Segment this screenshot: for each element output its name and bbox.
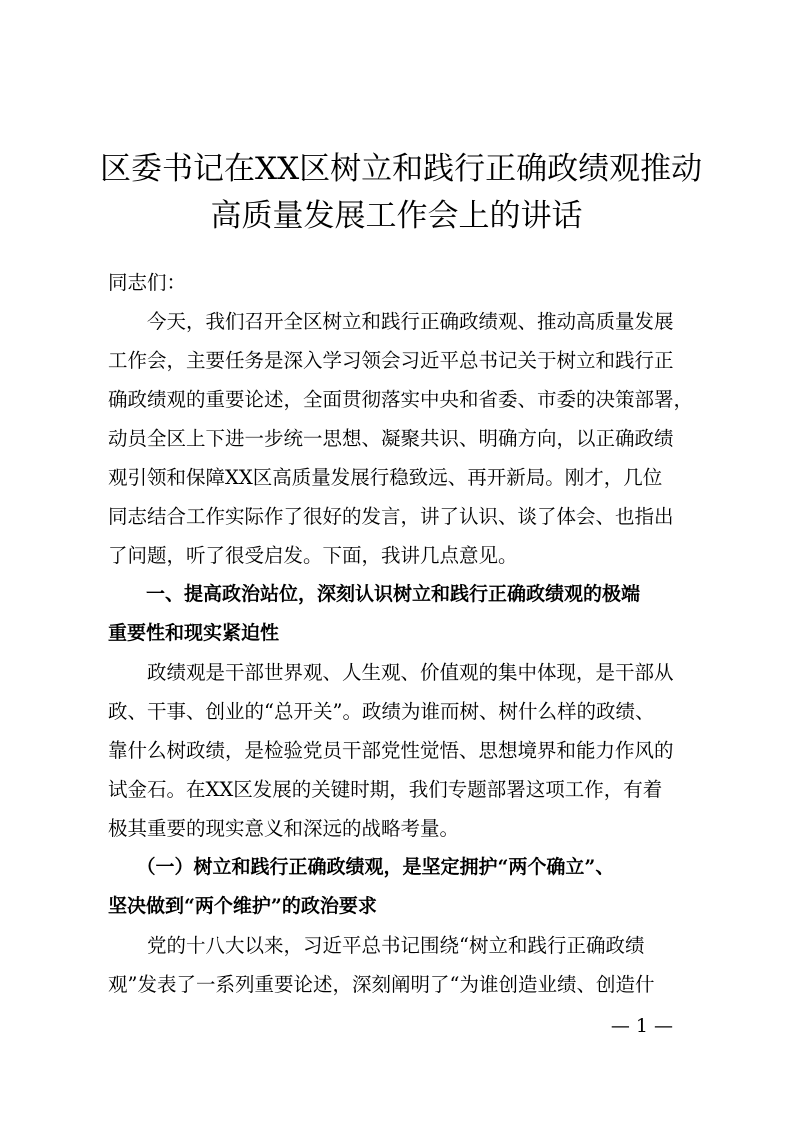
document-title-line-2: 高质量发展工作会上的讲话 xyxy=(210,198,583,234)
paragraph-line: 试金石。在XX区发展的关键时期，我们专题部署这项工作，有着 xyxy=(108,778,663,801)
subsection-heading-1: （一）树立和践行正确政绩观，是坚定拥护“两个确立”、 xyxy=(108,856,615,878)
paragraph-line: 确政绩观的重要论述，全面贯彻落实中央和省委、市委的决策部署， xyxy=(108,388,694,411)
section-heading-1: 一、提高政治站位，深刻认识树立和践行正确政绩观的极端 xyxy=(108,583,641,605)
paragraph-line: 同志结合工作实际作了很好的发言，讲了认识、谈了体会、也指出 xyxy=(108,505,674,528)
paragraph-line: 政绩观是干部世界观、人生观、价值观的集中体现，是干部从 xyxy=(108,661,674,684)
paragraph-line: 了问题，听了很受启发。下面，我讲几点意见。 xyxy=(108,544,518,567)
paragraph-line: 极其重要的现实意义和深远的战略考量。 xyxy=(108,817,460,840)
subsection-heading-1-cont: 坚决做到“两个维护”的政治要求 xyxy=(108,895,377,917)
section-heading-1-cont: 重要性和现实紧迫性 xyxy=(108,622,280,644)
document-title-line-1: 区委书记在XX区树立和践行正确政绩观推动 xyxy=(100,151,703,187)
page-number: — 1 — xyxy=(610,1015,673,1037)
salutation: 同志们： xyxy=(108,271,187,294)
paragraph-line: 工作会，主要任务是深入学习领会习近平总书记关于树立和践行正 xyxy=(108,349,674,372)
paragraph-line: 今天，我们召开全区树立和践行正确政绩观、推动高质量发展 xyxy=(108,310,674,333)
paragraph-line: 党的十八大以来，习近平总书记围绕“树立和践行正确政绩 xyxy=(108,934,645,957)
paragraph-line: 动员全区上下进一步统一思想、凝聚共识、明确方向，以正确政绩 xyxy=(108,427,674,450)
paragraph-line: 观”发表了一系列重要论述，深刻阐明了“为谁创造业绩、创造什 xyxy=(108,973,655,996)
paragraph-line: 观引领和保障XX区高质量发展行稳致远、再开新局。刚才，几位 xyxy=(108,466,663,489)
paragraph-line: 政、干事、创业的“总开关”。政绩为谁而树、树什么样的政绩、 xyxy=(108,700,655,723)
paragraph-line: 靠什么树政绩，是检验党员干部党性觉悟、思想境界和能力作风的 xyxy=(108,739,674,762)
